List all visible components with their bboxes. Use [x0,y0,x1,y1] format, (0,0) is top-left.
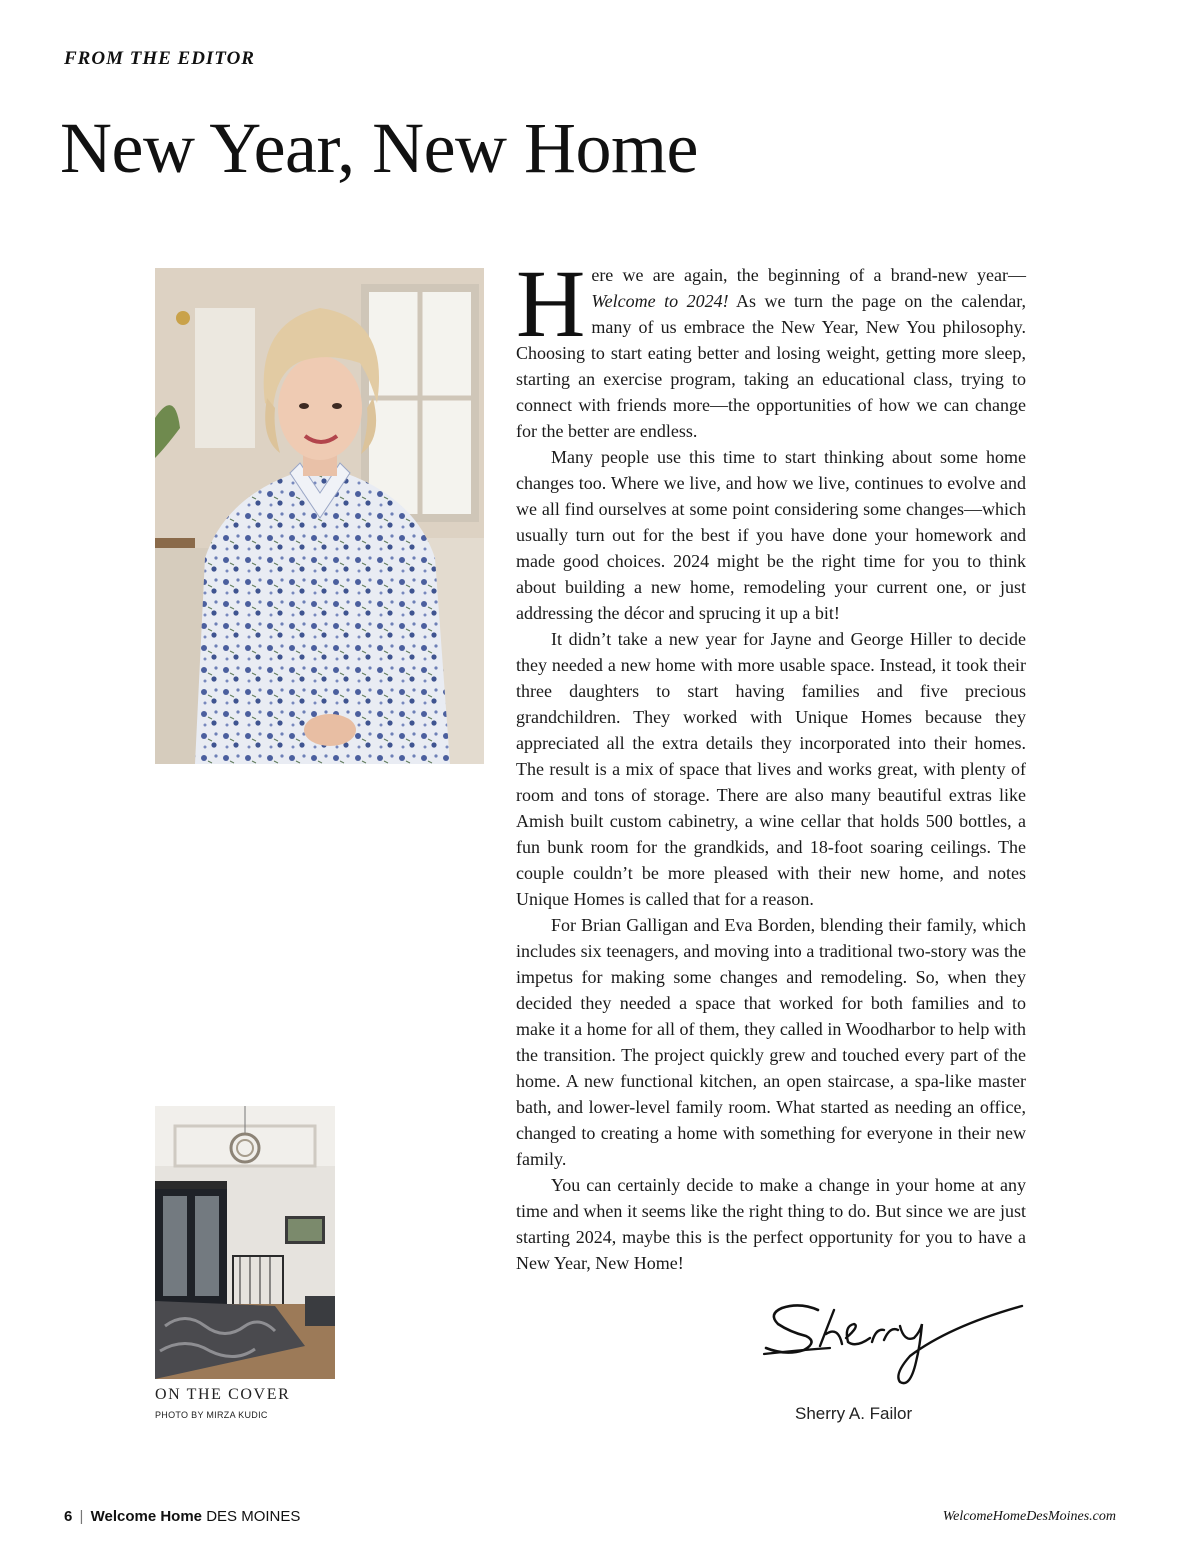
article-paragraph-3: It didn’t take a new year for Jayne and George Hiller to decide they needed a new home with more usable space. Instead, it took their three daughters to start having families and five precious grandchildren. They worked with Unique Homes because they appreciated all the extra details they incorporated into their homes. The result is a mix of space that lives and works great, with plenty of room and tons of storage. There are also many beautiful extras like Amish built custom cabinetry, a wine cellar that holds 500 bottles, a fun bunk room for the grandkids, and 18-foot soaring ceilings. The couple couldn’t be more pleased with their new home, and notes Unique Homes is called that for a reason. [516,629,1026,909]
drop-cap: H [516,250,586,357]
article-title: New Year, New Home [60,108,698,188]
article-paragraph-2: Many people use this time to start thinking about some home changes too. Where we live, and how we live, continues to evolve and we all find ourselves at some point considering some changes—which usually turn out for the best if you have done your homework and made good choices. 2024 might be the right time for you to think about building a new home, remodeling your current one, or just addressing the décor and sprucing it up a bit! [516,447,1026,623]
magazine-city: DES MOINES [206,1508,301,1525]
article-paragraph-4: For Brian Galligan and Eva Borden, blending their family, which includes six teenagers, and moving into a traditional two-story was the impetus for making some changes and remodeling. So, when they decided they needed a space that worked for both families and to make it a home for all of them, they called in Woodharbor to help with the transition. The project quickly grew and touched every part of the home. A new functional kitchen, an open staircase, a spa-like master bath, and lower-level family room. What started as needing an office, changed to creating a home with something for everyone in their new family. [516,915,1026,1169]
article-body [516,250,1027,1276]
magazine-name: Welcome Home [90,1508,203,1525]
section-kicker: FROM THE EDITOR [64,48,255,69]
article-paragraph-5: You can certainly decide to make a change in your home at any time and when it seems like the right thing to do. But since we are just starting 2024, maybe this is the perfect opportunity for you to have a New Year, New Home! [516,1175,1026,1273]
page-footer-left [64,1508,300,1525]
article-paragraph-1: Here we are again, the beginning of a brand-new year—Welcome to 2024! As we turn the page on the calendar, many of us embrace the New Year, New You philosophy. Choosing to start eating better and losing weight, getting more sleep, starting an exercise program, taking an educational class, trying to connect with friends more—the opportunities of how we can change for the better are endless. [516,250,1027,441]
editor-name: Sherry A. Failor [795,1404,913,1423]
cover-photo [155,1106,335,1379]
cover-caption-title: ON THE COVER [155,1386,291,1403]
editor-portrait-photo [155,268,484,764]
footer-website[interactable]: WelcomeHomeDesMoines.com [942,1509,1116,1524]
page-number: 6 [64,1508,73,1525]
footer-separator: | [79,1508,84,1525]
emphasis-text: Welcome to 2024! [591,291,729,311]
cover-photo-credit: PHOTO BY MIRZA KUDIC [155,1410,268,1420]
handwritten-signature [760,1296,1030,1396]
